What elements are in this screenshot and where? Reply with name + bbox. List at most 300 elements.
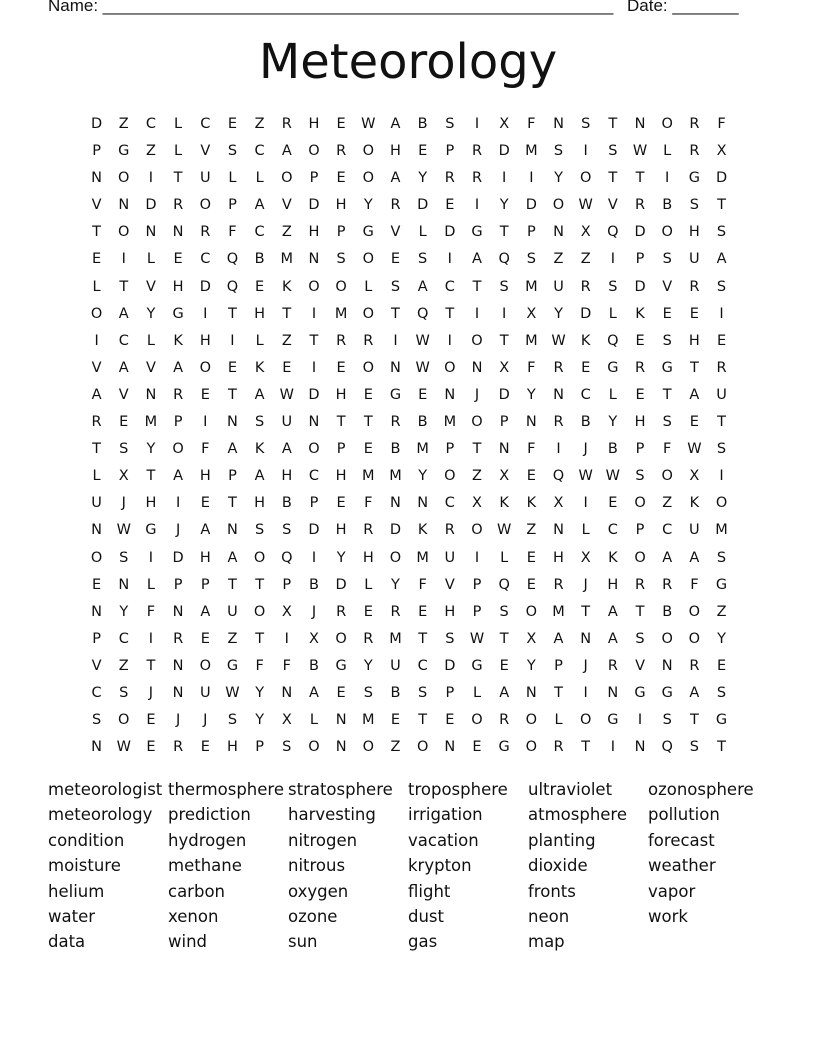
grid-cell[interactable]: A: [499, 684, 510, 701]
grid-cell[interactable]: V: [200, 143, 211, 160]
grid-cell[interactable]: D: [91, 116, 103, 132]
grid-cell[interactable]: Y: [554, 305, 563, 322]
grid-cell[interactable]: O: [362, 170, 375, 187]
grid-cell[interactable]: E: [526, 549, 536, 566]
grid-cell[interactable]: W: [496, 522, 512, 539]
grid-cell[interactable]: A: [254, 386, 265, 403]
grid-cell[interactable]: A: [254, 468, 265, 485]
grid-cell[interactable]: H: [335, 386, 347, 403]
grid-cell[interactable]: E: [581, 359, 591, 376]
grid-cell[interactable]: S: [662, 332, 672, 349]
grid-cell[interactable]: U: [689, 251, 700, 268]
grid-cell[interactable]: A: [390, 116, 401, 132]
grid-cell[interactable]: R: [173, 386, 184, 403]
grid-cell[interactable]: T: [635, 603, 645, 620]
grid-cell[interactable]: N: [553, 522, 564, 539]
grid-cell[interactable]: W: [578, 197, 593, 214]
grid-cell[interactable]: C: [91, 684, 102, 701]
grid-cell[interactable]: I: [637, 712, 643, 729]
grid-cell[interactable]: A: [200, 522, 211, 539]
grid-cell[interactable]: Z: [390, 739, 401, 756]
grid-cell[interactable]: P: [635, 441, 645, 458]
grid-cell[interactable]: V: [662, 278, 673, 295]
grid-cell[interactable]: S: [227, 712, 238, 729]
grid-cell[interactable]: O: [525, 603, 538, 620]
grid-cell[interactable]: D: [335, 576, 347, 593]
grid-cell[interactable]: E: [227, 116, 238, 132]
grid-cell[interactable]: C: [607, 522, 618, 539]
grid-cell[interactable]: F: [663, 441, 672, 458]
grid-cell[interactable]: I: [311, 549, 317, 566]
grid-cell[interactable]: J: [583, 657, 588, 674]
grid-cell[interactable]: L: [663, 143, 672, 160]
grid-cell[interactable]: E: [255, 278, 265, 295]
grid-cell[interactable]: M: [389, 630, 402, 647]
grid-cell[interactable]: Q: [661, 739, 673, 756]
grid-cell[interactable]: T: [717, 414, 726, 431]
grid-cell[interactable]: O: [661, 630, 673, 647]
grid-cell[interactable]: E: [119, 414, 129, 431]
grid-cell[interactable]: A: [390, 170, 401, 187]
grid-cell[interactable]: M: [334, 305, 348, 322]
grid-cell[interactable]: O: [389, 549, 402, 566]
grid-cell[interactable]: P: [635, 522, 645, 539]
grid-cell[interactable]: S: [336, 251, 346, 268]
grid-cell[interactable]: R: [689, 143, 700, 160]
grid-cell[interactable]: L: [472, 684, 482, 701]
grid-cell[interactable]: Q: [281, 549, 293, 566]
grid-cell[interactable]: T: [608, 170, 618, 187]
grid-cell[interactable]: E: [92, 576, 102, 593]
grid-cell[interactable]: N: [498, 441, 510, 458]
grid-cell[interactable]: L: [309, 712, 318, 729]
grid-cell[interactable]: Y: [418, 170, 428, 187]
grid-cell[interactable]: U: [227, 603, 238, 620]
grid-cell[interactable]: W: [687, 441, 702, 458]
grid-cell[interactable]: W: [415, 332, 430, 349]
grid-cell[interactable]: N: [525, 414, 537, 431]
grid-cell[interactable]: I: [148, 630, 154, 647]
grid-cell[interactable]: A: [200, 603, 211, 620]
grid-cell[interactable]: I: [502, 170, 507, 187]
grid-cell[interactable]: F: [201, 441, 210, 458]
grid-cell[interactable]: S: [445, 630, 455, 647]
grid-cell[interactable]: D: [145, 197, 157, 214]
grid-cell[interactable]: O: [308, 143, 320, 160]
grid-cell[interactable]: S: [662, 712, 672, 729]
grid-cell[interactable]: J: [175, 712, 181, 729]
grid-cell[interactable]: R: [553, 414, 564, 431]
grid-cell[interactable]: K: [526, 495, 537, 512]
grid-cell[interactable]: O: [308, 739, 320, 756]
grid-cell[interactable]: O: [199, 657, 211, 674]
grid-cell[interactable]: R: [634, 359, 646, 376]
grid-cell[interactable]: P: [228, 468, 237, 485]
grid-cell[interactable]: H: [254, 495, 266, 512]
grid-cell[interactable]: H: [308, 116, 320, 132]
grid-cell[interactable]: Z: [662, 495, 673, 512]
grid-cell[interactable]: H: [607, 576, 619, 593]
grid-cell[interactable]: W: [225, 684, 240, 701]
grid-cell[interactable]: F: [418, 576, 427, 593]
grid-cell[interactable]: N: [390, 359, 401, 376]
grid-cell[interactable]: H: [634, 414, 646, 431]
grid-cell[interactable]: I: [230, 332, 235, 349]
grid-cell[interactable]: X: [689, 468, 700, 485]
grid-cell[interactable]: O: [118, 170, 130, 187]
grid-cell[interactable]: T: [499, 630, 509, 647]
grid-cell[interactable]: J: [583, 576, 588, 593]
grid-cell[interactable]: O: [688, 630, 701, 647]
grid-cell[interactable]: P: [309, 170, 319, 187]
grid-cell[interactable]: E: [200, 630, 210, 647]
grid-cell[interactable]: S: [282, 522, 292, 539]
grid-cell[interactable]: J: [474, 386, 480, 403]
name-field[interactable]: Name: ______________________________________________________: [48, 0, 614, 15]
grid-cell[interactable]: E: [662, 305, 672, 322]
grid-cell[interactable]: A: [553, 630, 564, 647]
grid-cell[interactable]: A: [716, 251, 727, 268]
grid-cell[interactable]: N: [227, 522, 238, 539]
grid-cell[interactable]: N: [91, 739, 103, 756]
grid-cell[interactable]: N: [91, 522, 103, 539]
grid-cell[interactable]: P: [635, 251, 645, 268]
grid-cell[interactable]: W: [551, 332, 566, 349]
grid-cell[interactable]: G: [118, 143, 130, 160]
grid-cell[interactable]: S: [716, 278, 727, 295]
grid-cell[interactable]: Y: [119, 603, 129, 620]
grid-cell[interactable]: H: [335, 197, 347, 214]
grid-cell[interactable]: N: [281, 684, 293, 701]
grid-cell[interactable]: X: [716, 143, 727, 160]
grid-cell[interactable]: W: [578, 468, 593, 485]
grid-cell[interactable]: I: [583, 684, 588, 701]
grid-cell[interactable]: T: [662, 386, 672, 403]
grid-cell[interactable]: O: [362, 359, 375, 376]
grid-cell[interactable]: N: [417, 495, 429, 512]
grid-cell[interactable]: I: [474, 305, 480, 322]
grid-cell[interactable]: G: [607, 712, 619, 729]
grid-cell[interactable]: X: [472, 495, 482, 512]
grid-cell[interactable]: R: [336, 332, 347, 349]
grid-cell[interactable]: T: [418, 630, 428, 647]
grid-cell[interactable]: P: [309, 495, 319, 512]
grid-cell[interactable]: X: [499, 468, 510, 485]
grid-cell[interactable]: B: [390, 441, 401, 458]
grid-cell[interactable]: Y: [146, 305, 156, 322]
grid-cell[interactable]: N: [172, 224, 184, 241]
grid-cell[interactable]: T: [282, 305, 292, 322]
grid-cell[interactable]: S: [119, 441, 129, 458]
grid-cell[interactable]: S: [119, 684, 129, 701]
grid-cell[interactable]: L: [500, 549, 509, 566]
grid-cell[interactable]: Y: [526, 386, 536, 403]
grid-cell[interactable]: E: [336, 170, 346, 187]
grid-cell[interactable]: I: [121, 251, 126, 268]
grid-cell[interactable]: E: [200, 386, 210, 403]
grid-cell[interactable]: O: [552, 197, 565, 214]
grid-cell[interactable]: S: [445, 116, 455, 132]
grid-cell[interactable]: I: [284, 630, 289, 647]
grid-cell[interactable]: L: [146, 576, 155, 593]
grid-cell[interactable]: G: [172, 305, 184, 322]
grid-cell[interactable]: E: [363, 386, 373, 403]
grid-cell[interactable]: P: [526, 224, 536, 241]
grid-cell[interactable]: I: [148, 549, 154, 566]
grid-cell[interactable]: I: [203, 305, 208, 322]
grid-cell[interactable]: G: [715, 712, 728, 729]
grid-cell[interactable]: P: [173, 414, 183, 431]
grid-cell[interactable]: O: [253, 549, 266, 566]
grid-cell[interactable]: N: [335, 712, 347, 729]
grid-cell[interactable]: U: [281, 414, 293, 431]
grid-cell[interactable]: E: [716, 332, 727, 349]
grid-cell[interactable]: N: [661, 657, 673, 674]
grid-cell[interactable]: B: [662, 197, 673, 214]
grid-cell[interactable]: I: [175, 495, 181, 512]
grid-cell[interactable]: T: [336, 414, 346, 431]
grid-cell[interactable]: T: [554, 684, 563, 701]
grid-cell[interactable]: L: [255, 170, 264, 187]
grid-cell[interactable]: N: [444, 386, 456, 403]
grid-cell[interactable]: N: [471, 359, 483, 376]
grid-cell[interactable]: N: [390, 495, 401, 512]
grid-cell[interactable]: G: [362, 224, 374, 241]
grid-cell[interactable]: O: [471, 522, 483, 539]
grid-cell[interactable]: G: [389, 386, 402, 403]
grid-cell[interactable]: N: [335, 739, 347, 756]
grid-cell[interactable]: I: [474, 197, 480, 214]
grid-cell[interactable]: A: [173, 359, 184, 376]
grid-cell[interactable]: R: [553, 739, 564, 756]
grid-cell[interactable]: T: [391, 305, 400, 322]
grid-cell[interactable]: Z: [227, 630, 238, 647]
grid-cell[interactable]: X: [281, 712, 292, 729]
grid-cell[interactable]: X: [553, 495, 564, 512]
grid-cell[interactable]: O: [308, 441, 320, 458]
grid-cell[interactable]: L: [174, 116, 183, 132]
grid-cell[interactable]: R: [336, 603, 347, 620]
grid-cell[interactable]: Y: [608, 414, 618, 431]
grid-cell[interactable]: I: [610, 739, 615, 756]
grid-cell[interactable]: H: [688, 224, 700, 241]
grid-cell[interactable]: D: [308, 386, 320, 403]
grid-cell[interactable]: N: [580, 630, 592, 647]
grid-cell[interactable]: G: [471, 224, 483, 241]
grid-cell[interactable]: T: [228, 576, 237, 593]
grid-cell[interactable]: J: [148, 684, 154, 701]
grid-cell[interactable]: O: [253, 603, 266, 620]
grid-cell[interactable]: E: [390, 251, 401, 268]
grid-cell[interactable]: B: [308, 657, 319, 674]
grid-cell[interactable]: S: [608, 278, 618, 295]
grid-cell[interactable]: O: [335, 630, 347, 647]
grid-cell[interactable]: D: [199, 278, 211, 295]
grid-cell[interactable]: F: [527, 359, 536, 376]
grid-cell[interactable]: W: [469, 630, 485, 647]
grid-cell[interactable]: Y: [363, 657, 373, 674]
grid-cell[interactable]: Y: [418, 468, 428, 485]
grid-cell[interactable]: M: [416, 441, 429, 458]
grid-cell[interactable]: Y: [363, 197, 373, 214]
grid-cell[interactable]: R: [281, 116, 292, 132]
grid-cell[interactable]: I: [583, 495, 588, 512]
grid-cell[interactable]: M: [362, 468, 375, 485]
grid-cell[interactable]: S: [553, 143, 564, 160]
grid-cell[interactable]: N: [525, 684, 537, 701]
grid-cell[interactable]: O: [471, 712, 483, 729]
grid-cell[interactable]: V: [444, 576, 455, 593]
grid-cell[interactable]: G: [715, 576, 728, 593]
grid-cell[interactable]: Q: [226, 278, 239, 295]
grid-cell[interactable]: R: [689, 278, 700, 295]
grid-cell[interactable]: V: [390, 224, 401, 241]
grid-cell[interactable]: E: [200, 495, 210, 512]
grid-cell[interactable]: T: [499, 224, 509, 241]
grid-cell[interactable]: J: [311, 603, 317, 620]
grid-cell[interactable]: I: [719, 305, 724, 322]
grid-cell[interactable]: M: [525, 278, 538, 295]
grid-cell[interactable]: F: [527, 116, 536, 132]
grid-cell[interactable]: O: [308, 278, 320, 295]
grid-cell[interactable]: D: [580, 305, 592, 322]
grid-cell[interactable]: J: [583, 441, 588, 458]
grid-cell[interactable]: Q: [607, 332, 619, 349]
grid-cell[interactable]: Z: [716, 603, 727, 620]
grid-cell[interactable]: I: [474, 549, 480, 566]
grid-cell[interactable]: G: [226, 657, 239, 674]
grid-cell[interactable]: E: [92, 251, 102, 268]
grid-cell[interactable]: T: [717, 739, 726, 756]
grid-cell[interactable]: T: [146, 468, 156, 485]
grid-cell[interactable]: R: [390, 197, 401, 214]
grid-cell[interactable]: T: [255, 576, 265, 593]
grid-cell[interactable]: N: [172, 657, 184, 674]
grid-cell[interactable]: T: [309, 332, 319, 349]
grid-cell[interactable]: M: [362, 712, 375, 729]
grid-cell[interactable]: E: [418, 143, 428, 160]
grid-cell[interactable]: T: [418, 712, 428, 729]
grid-cell[interactable]: T: [635, 170, 645, 187]
grid-cell[interactable]: I: [719, 468, 724, 485]
grid-cell[interactable]: B: [390, 684, 401, 701]
grid-cell[interactable]: T: [255, 630, 265, 647]
grid-cell[interactable]: Y: [554, 170, 563, 187]
grid-cell[interactable]: E: [173, 251, 183, 268]
grid-cell[interactable]: S: [282, 739, 292, 756]
grid-cell[interactable]: F: [690, 576, 699, 593]
grid-cell[interactable]: S: [608, 143, 618, 160]
grid-cell[interactable]: H: [254, 305, 266, 322]
grid-cell[interactable]: E: [445, 197, 455, 214]
grid-cell[interactable]: O: [281, 170, 293, 187]
grid-cell[interactable]: R: [471, 170, 483, 187]
grid-cell[interactable]: D: [417, 197, 429, 214]
grid-cell[interactable]: P: [472, 603, 482, 620]
grid-cell[interactable]: C: [254, 143, 265, 160]
grid-cell[interactable]: J: [121, 495, 126, 512]
grid-cell[interactable]: S: [635, 630, 645, 647]
grid-cell[interactable]: L: [255, 332, 264, 349]
grid-cell[interactable]: L: [174, 143, 183, 160]
grid-cell[interactable]: E: [336, 359, 346, 376]
grid-cell[interactable]: R: [91, 414, 102, 431]
grid-cell[interactable]: H: [145, 495, 157, 512]
grid-cell[interactable]: F: [228, 224, 237, 241]
grid-cell[interactable]: I: [474, 116, 480, 132]
grid-cell[interactable]: A: [118, 359, 129, 376]
grid-cell[interactable]: D: [634, 224, 646, 241]
grid-cell[interactable]: W: [116, 522, 131, 539]
grid-cell[interactable]: G: [688, 170, 700, 187]
grid-cell[interactable]: S: [418, 684, 428, 701]
grid-cell[interactable]: B: [281, 495, 292, 512]
grid-cell[interactable]: M: [525, 143, 538, 160]
grid-cell[interactable]: X: [580, 224, 591, 241]
grid-cell[interactable]: O: [661, 224, 673, 241]
grid-cell[interactable]: U: [199, 170, 211, 187]
grid-cell[interactable]: P: [282, 576, 292, 593]
grid-cell[interactable]: K: [282, 278, 292, 295]
grid-cell[interactable]: R: [390, 414, 401, 431]
grid-cell[interactable]: L: [608, 305, 617, 322]
grid-cell[interactable]: I: [148, 170, 154, 187]
grid-cell[interactable]: F: [255, 657, 264, 674]
grid-cell[interactable]: Q: [498, 576, 510, 593]
grid-cell[interactable]: W: [605, 468, 621, 485]
grid-cell[interactable]: F: [717, 116, 726, 132]
grid-cell[interactable]: O: [362, 305, 375, 322]
grid-cell[interactable]: R: [553, 359, 564, 376]
grid-cell[interactable]: H: [308, 224, 320, 241]
grid-cell[interactable]: R: [444, 170, 455, 187]
grid-cell[interactable]: M: [389, 468, 402, 485]
grid-cell[interactable]: E: [418, 386, 428, 403]
grid-cell[interactable]: R: [689, 657, 700, 674]
grid-cell[interactable]: D: [389, 522, 402, 539]
grid-cell[interactable]: E: [716, 657, 727, 674]
grid-cell[interactable]: A: [417, 278, 428, 295]
grid-cell[interactable]: Y: [526, 657, 536, 674]
grid-cell[interactable]: D: [444, 224, 456, 241]
grid-cell[interactable]: Y: [255, 684, 265, 701]
grid-cell[interactable]: R: [689, 116, 700, 132]
grid-cell[interactable]: O: [362, 143, 375, 160]
grid-cell[interactable]: M: [144, 414, 158, 431]
grid-cell[interactable]: H: [362, 549, 374, 566]
grid-cell[interactable]: S: [418, 251, 428, 268]
grid-cell[interactable]: O: [634, 549, 646, 566]
grid-cell[interactable]: Z: [254, 116, 265, 132]
grid-cell[interactable]: Q: [607, 224, 619, 241]
grid-cell[interactable]: K: [689, 495, 700, 512]
grid-cell[interactable]: E: [336, 495, 346, 512]
grid-cell[interactable]: V: [91, 657, 102, 674]
grid-cell[interactable]: T: [445, 305, 455, 322]
grid-cell[interactable]: Z: [118, 657, 129, 674]
grid-cell[interactable]: X: [499, 359, 510, 376]
grid-cell[interactable]: T: [717, 197, 726, 214]
grid-cell[interactable]: K: [580, 332, 591, 349]
grid-cell[interactable]: R: [173, 197, 184, 214]
grid-cell[interactable]: T: [472, 441, 482, 458]
grid-cell[interactable]: P: [554, 657, 563, 674]
grid-cell[interactable]: B: [254, 251, 265, 268]
grid-cell[interactable]: Z: [281, 224, 292, 241]
grid-cell[interactable]: P: [499, 414, 509, 431]
grid-cell[interactable]: Z: [580, 251, 591, 268]
grid-cell[interactable]: X: [580, 549, 591, 566]
